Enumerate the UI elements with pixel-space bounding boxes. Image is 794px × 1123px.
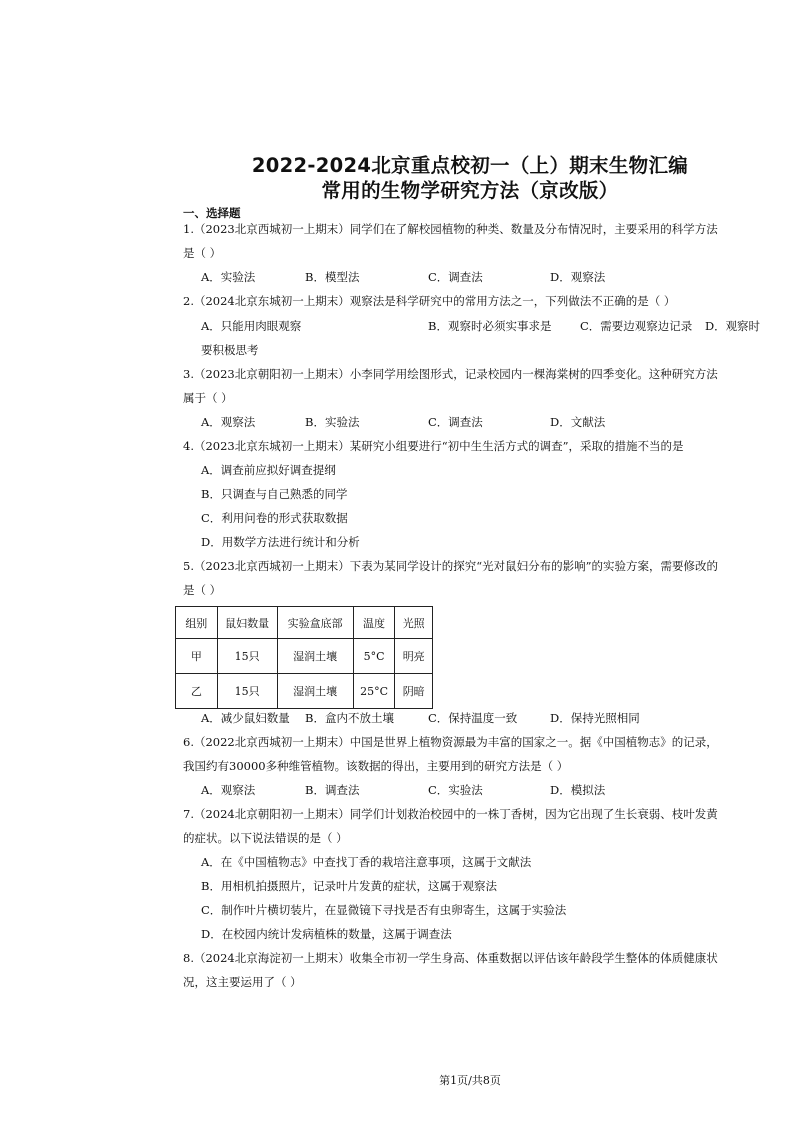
table-header-cell: 组别 <box>176 607 218 639</box>
question-3-option-c: C．调查法 <box>428 415 483 429</box>
table-row <box>176 639 433 674</box>
question-2-option-a: A．只能用肉眼观察 <box>201 319 302 333</box>
question-3-option-a: A．观察法 <box>201 415 256 429</box>
table-cell: 15只 <box>217 674 277 709</box>
question-6-option-b: B．调查法 <box>305 783 360 797</box>
section-heading: 一、选择题 <box>183 206 241 220</box>
question-3-option-b: B．实验法 <box>305 415 360 429</box>
question-5-stem-cont: 是（ ） <box>183 583 222 597</box>
question-8-stem-cont: 况，这主要运用了（ ） <box>183 975 302 989</box>
question-2-option-d: D．观察时 <box>705 319 760 333</box>
question-1-option-c: C．调查法 <box>428 270 483 284</box>
experiment-table <box>175 606 433 709</box>
question-1-option-b: B．模型法 <box>305 270 360 284</box>
table-cell: 明亮 <box>395 639 433 674</box>
question-2-option-c: C．需要边观察边记录 <box>580 319 693 333</box>
question-2-stem: 2.（2024北京东城初一上期末）观察法是科学研究中的常用方法之一，下列做法不正确的是（ ） <box>183 294 676 308</box>
question-4-option-d: D．用数学方法进行统计和分析 <box>201 535 360 549</box>
question-6-stem: 6.（2022北京西城初一上期末）中国是世界上植物资源最为丰富的国家之一。据《中国植物志》的记录， <box>183 735 718 749</box>
question-7-stem: 7.（2024北京朝阳初一上期末）同学们计划救治校园中的一株丁香树，因为它出现了生长衰弱、枝叶发黄 <box>183 807 718 821</box>
question-3-option-d: D．文献法 <box>550 415 606 429</box>
question-3-stem: 3.（2023北京朝阳初一上期末）小李同学用绘图形式，记录校园内一棵海棠树的四季变化。这种研究方法 <box>183 367 718 381</box>
table-cell: 5°C <box>353 639 395 674</box>
question-5-option-b: B．盒内不放土壤 <box>305 711 394 725</box>
table-cell: 乙 <box>176 674 218 709</box>
table-header-cell: 鼠妇数量 <box>217 607 277 639</box>
table-header-cell: 光照 <box>395 607 433 639</box>
page-number: 第1页/共8页 <box>439 1074 501 1087</box>
document-title: 2022-2024北京重点校初一（上）期末生物汇编 <box>251 154 689 177</box>
question-5-option-d: D．保持光照相同 <box>550 711 640 725</box>
question-6-option-a: A．观察法 <box>201 783 256 797</box>
question-5-option-a: A．减少鼠妇数量 <box>201 711 290 725</box>
question-1-option-d: D．观察法 <box>550 270 606 284</box>
table-cell: 25°C <box>353 674 395 709</box>
table-cell: 15只 <box>217 639 277 674</box>
question-2-option-b: B．观察时必须实事求是 <box>428 319 552 333</box>
question-7-option-d: D．在校园内统计发病植株的数量，这属于调查法 <box>201 927 452 941</box>
question-7-stem-cont: 的症状。以下说法错误的是（ ） <box>183 831 348 845</box>
question-4-option-a: A．调查前应拟好调查提纲 <box>201 463 336 477</box>
question-4-stem: 4.（2023北京东城初一上期末）某研究小组要进行“初中生生活方式的调查”，采取的措施不当的是 <box>183 439 684 453</box>
table-row <box>176 674 433 709</box>
table-header-row <box>176 607 433 639</box>
question-1-option-a: A．实验法 <box>201 270 256 284</box>
question-3-stem-cont: 属于（ ） <box>183 391 233 405</box>
question-5-option-c: C．保持温度一致 <box>428 711 518 725</box>
question-7-option-c: C．制作叶片横切装片，在显微镜下寻找是否有虫卵寄生，这属于实验法 <box>201 903 567 917</box>
question-4-option-c: C．利用问卷的形式获取数据 <box>201 511 348 525</box>
question-2-option-d-cont: 要积极思考 <box>201 343 259 357</box>
question-7-option-b: B．用相机拍摄照片，记录叶片发黄的症状，这属于观察法 <box>201 879 497 893</box>
question-4-option-b: B．只调查与自己熟悉的同学 <box>201 487 348 501</box>
question-6-option-c: C．实验法 <box>428 783 483 797</box>
table-cell: 湿润土壤 <box>277 639 353 674</box>
table-cell: 湿润土壤 <box>277 674 353 709</box>
question-6-stem-cont: 我国约有30000多种维管植物。该数据的得出，主要用到的研究方法是（ ） <box>183 759 569 773</box>
table-cell: 甲 <box>176 639 218 674</box>
question-7-option-a: A．在《中国植物志》中查找丁香的栽培注意事项，这属于文献法 <box>201 855 532 869</box>
table-header-cell: 温度 <box>353 607 395 639</box>
question-1-stem-cont: 是（ ） <box>183 246 222 260</box>
question-6-option-d: D．模拟法 <box>550 783 606 797</box>
table-header-cell: 实验盒底部 <box>277 607 353 639</box>
document-subtitle: 常用的生物学研究方法（京改版） <box>321 179 619 202</box>
question-8-stem: 8.（2024北京海淀初一上期末）收集全市初一学生身高、体重数据以评估该年龄段学生整体的体质健康状 <box>183 951 718 965</box>
table-cell: 阴暗 <box>395 674 433 709</box>
question-5-stem: 5.（2023北京西城初一上期末）下表为某同学设计的探究“光对鼠妇分布的影响”的实验方案，需要修改的 <box>183 559 718 573</box>
question-1-stem: 1.（2023北京西城初一上期末）同学们在了解校园植物的种类、数量及分布情况时，主要采用的科学方法 <box>183 222 718 236</box>
